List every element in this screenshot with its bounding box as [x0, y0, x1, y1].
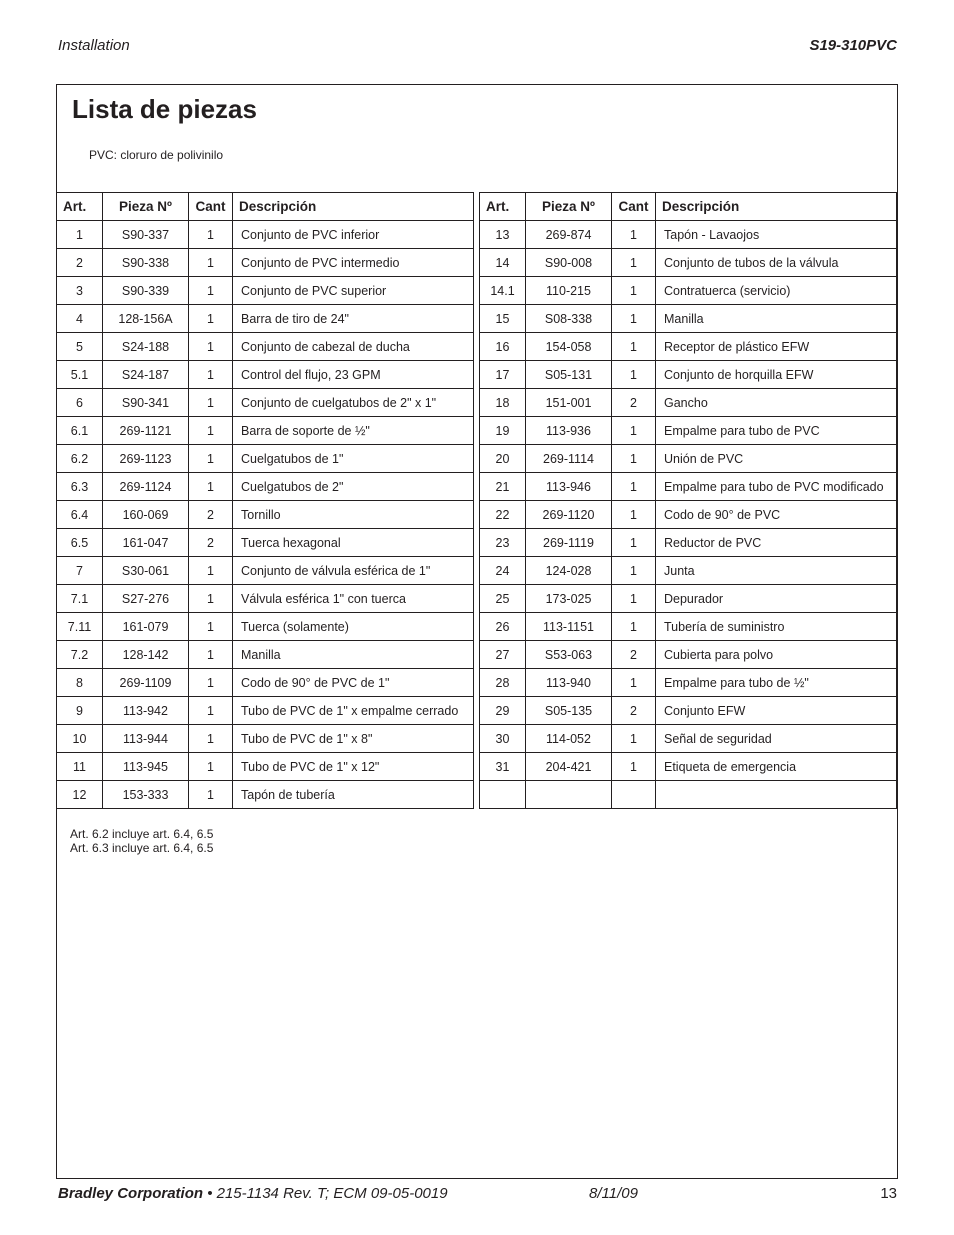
cant-cell: 1 [189, 473, 233, 501]
pieza-cell: S27-276 [103, 585, 189, 613]
col-pieza-header: Pieza Nº [103, 193, 189, 221]
cant-cell: 1 [612, 445, 656, 473]
table-row [57, 753, 474, 781]
descripcion-cell: Unión de PVC [656, 445, 897, 473]
table-row [57, 669, 474, 697]
table-row [57, 725, 474, 753]
pieza-cell: 113-946 [526, 473, 612, 501]
cant-cell: 1 [612, 613, 656, 641]
cant-cell: 1 [189, 725, 233, 753]
footer-doc-info [58, 1185, 448, 1202]
table-row [480, 221, 897, 249]
header-section: Installation [58, 37, 130, 54]
art-cell: 7.11 [57, 613, 103, 641]
header-model: S19-310PVC [809, 37, 897, 54]
art-cell [480, 781, 526, 809]
cant-cell: 2 [189, 529, 233, 557]
descripcion-cell: Gancho [656, 389, 897, 417]
table-row [57, 613, 474, 641]
pieza-cell: 113-1151 [526, 613, 612, 641]
descripcion-cell: Señal de seguridad [656, 725, 897, 753]
table-row [480, 361, 897, 389]
table-row [480, 473, 897, 501]
art-cell: 13 [480, 221, 526, 249]
pieza-cell: 204-421 [526, 753, 612, 781]
art-cell: 14 [480, 249, 526, 277]
descripcion-cell: Tuerca (solamente) [233, 613, 474, 641]
pieza-cell: S24-188 [103, 333, 189, 361]
descripcion-cell: Cubierta para polvo [656, 641, 897, 669]
table-row [480, 753, 897, 781]
cant-cell: 1 [612, 361, 656, 389]
table-row [57, 277, 474, 305]
pieza-cell: 161-079 [103, 613, 189, 641]
descripcion-cell: Cuelgatubos de 1" [233, 445, 474, 473]
cant-cell: 1 [612, 249, 656, 277]
table-row [480, 669, 897, 697]
descripcion-cell: Tubería de suministro [656, 613, 897, 641]
art-cell: 29 [480, 697, 526, 725]
pieza-cell: 128-156A [103, 305, 189, 333]
pieza-cell: 154-058 [526, 333, 612, 361]
table-row [480, 305, 897, 333]
descripcion-cell: Conjunto EFW [656, 697, 897, 725]
art-cell: 3 [57, 277, 103, 305]
cant-cell: 1 [612, 753, 656, 781]
cant-cell: 1 [612, 417, 656, 445]
table-row [480, 389, 897, 417]
pieza-cell: 269-1109 [103, 669, 189, 697]
descripcion-cell: Manilla [233, 641, 474, 669]
pieza-cell: 113-936 [526, 417, 612, 445]
footnotes [70, 827, 213, 855]
col-descripcion-header: Descripción [233, 193, 474, 221]
cant-cell: 1 [189, 669, 233, 697]
art-cell: 24 [480, 557, 526, 585]
cant-cell: 1 [612, 501, 656, 529]
page-title: Lista de piezas [72, 94, 257, 124]
cant-cell: 1 [189, 753, 233, 781]
cant-cell: 1 [612, 277, 656, 305]
descripcion-cell: Tapón de tubería [233, 781, 474, 809]
descripcion-cell: Reductor de PVC [656, 529, 897, 557]
table-row [480, 249, 897, 277]
table-row [57, 585, 474, 613]
subtitle: PVC: cloruro de polivinilo [89, 148, 224, 162]
table-row [480, 641, 897, 669]
descripcion-cell: Conjunto de horquilla EFW [656, 361, 897, 389]
pieza-cell: 173-025 [526, 585, 612, 613]
cant-cell: 1 [612, 221, 656, 249]
pieza-cell: S90-341 [103, 389, 189, 417]
table-row [480, 697, 897, 725]
cant-cell: 1 [189, 361, 233, 389]
art-cell: 7 [57, 557, 103, 585]
descripcion-cell: Conjunto de cabezal de ducha [233, 333, 474, 361]
art-cell: 6.5 [57, 529, 103, 557]
pieza-cell: S90-339 [103, 277, 189, 305]
pieza-cell: 269-1119 [526, 529, 612, 557]
cant-cell: 1 [189, 697, 233, 725]
art-cell: 14.1 [480, 277, 526, 305]
table-row [480, 781, 897, 809]
footer-doc-number: • 215-1134 Rev. T; ECM 09-05-0019 [203, 1185, 448, 1202]
art-cell: 18 [480, 389, 526, 417]
art-cell: 4 [57, 305, 103, 333]
descripcion-cell: Tubo de PVC de 1" x empalme cerrado [233, 697, 474, 725]
descripcion-cell: Receptor de plástico EFW [656, 333, 897, 361]
pieza-cell: S08-338 [526, 305, 612, 333]
cant-cell: 2 [612, 389, 656, 417]
pieza-cell: 269-1123 [103, 445, 189, 473]
pieza-cell: 153-333 [103, 781, 189, 809]
cant-cell: 1 [612, 557, 656, 585]
descripcion-cell: Tornillo [233, 501, 474, 529]
table-row [480, 277, 897, 305]
table-row [57, 221, 474, 249]
pieza-cell: 151-001 [526, 389, 612, 417]
pieza-cell: S90-338 [103, 249, 189, 277]
table-row [57, 249, 474, 277]
descripcion-cell: Conjunto de cuelgatubos de 2" x 1" [233, 389, 474, 417]
art-cell: 5 [57, 333, 103, 361]
cant-cell: 1 [189, 641, 233, 669]
cant-cell: 1 [612, 305, 656, 333]
art-cell: 19 [480, 417, 526, 445]
art-cell: 16 [480, 333, 526, 361]
art-cell: 6.2 [57, 445, 103, 473]
pieza-cell: 110-215 [526, 277, 612, 305]
descripcion-cell: Depurador [656, 585, 897, 613]
pieza-cell: S24-187 [103, 361, 189, 389]
cant-cell: 1 [189, 445, 233, 473]
descripcion-cell: Manilla [656, 305, 897, 333]
cant-cell: 1 [189, 389, 233, 417]
pieza-cell: S90-337 [103, 221, 189, 249]
table-header-row [57, 193, 474, 221]
table-row [57, 389, 474, 417]
descripcion-cell: Tuerca hexagonal [233, 529, 474, 557]
cant-cell: 2 [612, 641, 656, 669]
table-row [480, 417, 897, 445]
pieza-cell [526, 781, 612, 809]
pieza-cell: 113-940 [526, 669, 612, 697]
art-cell: 6.4 [57, 501, 103, 529]
cant-cell: 1 [612, 473, 656, 501]
descripcion-cell: Cuelgatubos de 2" [233, 473, 474, 501]
art-cell: 8 [57, 669, 103, 697]
art-cell: 28 [480, 669, 526, 697]
pieza-cell: 113-944 [103, 725, 189, 753]
cant-cell: 1 [189, 221, 233, 249]
pieza-cell: 269-874 [526, 221, 612, 249]
footer-date: 8/11/09 [589, 1185, 638, 1202]
pieza-cell: 269-1121 [103, 417, 189, 445]
art-cell: 7.1 [57, 585, 103, 613]
cant-cell: 1 [189, 305, 233, 333]
table-row [57, 473, 474, 501]
cant-cell: 2 [189, 501, 233, 529]
table-row [57, 529, 474, 557]
art-cell: 11 [57, 753, 103, 781]
descripcion-cell [656, 781, 897, 809]
cant-cell: 1 [612, 669, 656, 697]
table-row [57, 697, 474, 725]
col-art-header: Art. [57, 193, 103, 221]
art-cell: 10 [57, 725, 103, 753]
table-row [57, 557, 474, 585]
table-row [480, 613, 897, 641]
art-cell: 31 [480, 753, 526, 781]
parts-table-left [56, 192, 474, 809]
art-cell: 9 [57, 697, 103, 725]
descripcion-cell: Control del flujo, 23 GPM [233, 361, 474, 389]
art-cell: 6.1 [57, 417, 103, 445]
descripcion-cell: Etiqueta de emergencia [656, 753, 897, 781]
descripcion-cell: Conjunto de PVC intermedio [233, 249, 474, 277]
pieza-cell: S05-131 [526, 361, 612, 389]
table-row [480, 529, 897, 557]
table-row [480, 725, 897, 753]
art-cell: 27 [480, 641, 526, 669]
table-row [57, 781, 474, 809]
pieza-cell: 161-047 [103, 529, 189, 557]
parts-table-right [479, 192, 897, 809]
descripcion-cell: Empalme para tubo de PVC [656, 417, 897, 445]
art-cell: 6 [57, 389, 103, 417]
table-row [57, 305, 474, 333]
cant-cell: 1 [189, 585, 233, 613]
pieza-cell: S05-135 [526, 697, 612, 725]
cant-cell: 1 [189, 333, 233, 361]
art-cell: 30 [480, 725, 526, 753]
art-cell: 2 [57, 249, 103, 277]
art-cell: 25 [480, 585, 526, 613]
parts-rows-right [480, 221, 897, 809]
page-number: 13 [880, 1185, 897, 1202]
art-cell: 15 [480, 305, 526, 333]
pieza-cell: 269-1120 [526, 501, 612, 529]
descripcion-cell: Junta [656, 557, 897, 585]
table-row [57, 333, 474, 361]
table-row [57, 445, 474, 473]
cant-cell [612, 781, 656, 809]
descripcion-cell: Conjunto de válvula esférica de 1" [233, 557, 474, 585]
descripcion-cell: Conjunto de PVC superior [233, 277, 474, 305]
parts-rows-left [57, 221, 474, 809]
cant-cell: 1 [189, 557, 233, 585]
table-row [480, 557, 897, 585]
pieza-cell: 269-1114 [526, 445, 612, 473]
col-cant-header: Cant [612, 193, 656, 221]
cant-cell: 1 [189, 613, 233, 641]
descripcion-cell: Contratuerca (servicio) [656, 277, 897, 305]
descripcion-cell: Barra de tiro de 24" [233, 305, 474, 333]
table-row [57, 361, 474, 389]
pieza-cell: S90-008 [526, 249, 612, 277]
pieza-cell: 124-028 [526, 557, 612, 585]
pieza-cell: 269-1124 [103, 473, 189, 501]
art-cell: 5.1 [57, 361, 103, 389]
table-row [480, 501, 897, 529]
footer-company: Bradley Corporation [58, 1185, 204, 1202]
cant-cell: 1 [189, 781, 233, 809]
footnote: Art. 6.3 incluye art. 6.4, 6.5 [70, 841, 214, 855]
col-art-header: Art. [480, 193, 526, 221]
art-cell: 6.3 [57, 473, 103, 501]
descripcion-cell: Tubo de PVC de 1" x 8" [233, 725, 474, 753]
pieza-cell: 113-945 [103, 753, 189, 781]
art-cell: 20 [480, 445, 526, 473]
pieza-cell: 114-052 [526, 725, 612, 753]
art-cell: 26 [480, 613, 526, 641]
cant-cell: 1 [189, 249, 233, 277]
col-cant-header: Cant [189, 193, 233, 221]
descripcion-cell: Tapón - Lavaojos [656, 221, 897, 249]
descripcion-cell: Empalme para tubo de ½" [656, 669, 897, 697]
cant-cell: 2 [612, 697, 656, 725]
descripcion-cell: Conjunto de PVC inferior [233, 221, 474, 249]
descripcion-cell: Tubo de PVC de 1" x 12" [233, 753, 474, 781]
table-row [480, 445, 897, 473]
descripcion-cell: Empalme para tubo de PVC modificado [656, 473, 897, 501]
pieza-cell: 128-142 [103, 641, 189, 669]
pieza-cell: S53-063 [526, 641, 612, 669]
art-cell: 17 [480, 361, 526, 389]
cant-cell: 1 [612, 529, 656, 557]
pieza-cell: S30-061 [103, 557, 189, 585]
art-cell: 23 [480, 529, 526, 557]
art-cell: 7.2 [57, 641, 103, 669]
pieza-cell: 160-069 [103, 501, 189, 529]
descripcion-cell: Válvula esférica 1" con tuerca [233, 585, 474, 613]
table-row [57, 417, 474, 445]
table-row [480, 333, 897, 361]
descripcion-cell: Codo de 90° de PVC de 1" [233, 669, 474, 697]
descripcion-cell: Conjunto de tubos de la válvula [656, 249, 897, 277]
table-row [57, 501, 474, 529]
art-cell: 1 [57, 221, 103, 249]
cant-cell: 1 [612, 725, 656, 753]
pieza-cell: 113-942 [103, 697, 189, 725]
art-cell: 22 [480, 501, 526, 529]
col-descripcion-header: Descripción [656, 193, 897, 221]
table-header-row [480, 193, 897, 221]
col-pieza-header: Pieza Nº [526, 193, 612, 221]
descripcion-cell: Codo de 90° de PVC [656, 501, 897, 529]
art-cell: 21 [480, 473, 526, 501]
table-row [57, 641, 474, 669]
cant-cell: 1 [612, 333, 656, 361]
art-cell: 12 [57, 781, 103, 809]
cant-cell: 1 [189, 277, 233, 305]
footnote: Art. 6.2 incluye art. 6.4, 6.5 [70, 827, 214, 841]
cant-cell: 1 [189, 417, 233, 445]
descripcion-cell: Barra de soporte de ½" [233, 417, 474, 445]
cant-cell: 1 [612, 585, 656, 613]
table-row [480, 585, 897, 613]
